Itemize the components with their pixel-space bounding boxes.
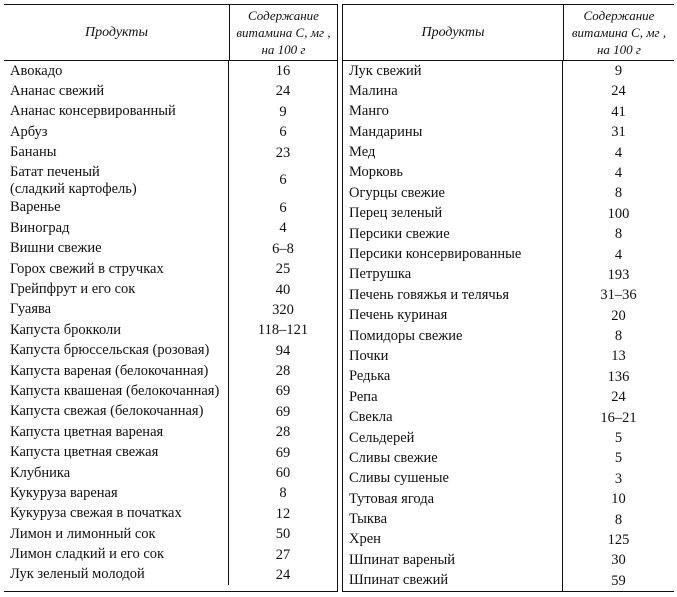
vitamin-c-value: 9	[279, 103, 287, 120]
table-row	[343, 102, 674, 122]
header-vitamin-content: Содержание витамина С, мг , на 100 г	[571, 8, 667, 57]
product-name: Свекла	[343, 408, 563, 428]
product-name: Шпинат вареный	[343, 550, 563, 570]
table-row	[343, 489, 674, 509]
table-row	[4, 545, 337, 565]
vitamin-c-value: 25	[275, 261, 291, 278]
product-name: Капуста цветная свежая	[4, 443, 229, 463]
table-row	[343, 61, 674, 81]
table-row	[343, 81, 674, 101]
table-row	[4, 143, 337, 163]
vitamin-c-value: 16	[275, 63, 291, 79]
table-row	[343, 510, 674, 530]
table-row	[4, 361, 337, 381]
table-row	[4, 300, 337, 320]
product-name: Манго	[343, 102, 563, 122]
table-row	[343, 448, 674, 468]
table-row	[4, 402, 337, 422]
vitamin-c-value: 16–21	[600, 409, 637, 426]
table-row	[343, 224, 674, 244]
table-row	[343, 387, 674, 407]
product-name: Огурцы свежие	[343, 183, 563, 203]
product-name: Батат печеный (сладкий картофель)	[4, 163, 229, 198]
product-name: Авокадо	[4, 61, 229, 81]
product-name: Печень куриная	[343, 306, 563, 326]
vitamin-c-value: 69	[275, 403, 291, 420]
table-row	[343, 346, 674, 366]
product-name: Гуаява	[4, 300, 229, 320]
vitamin-c-value: 50	[275, 526, 291, 543]
table-row	[343, 571, 674, 591]
vitamin-c-value: 8	[279, 485, 287, 502]
table-row	[4, 463, 337, 483]
vitamin-c-value: 4	[279, 220, 287, 237]
table-row	[343, 285, 674, 305]
table-row	[4, 443, 337, 463]
product-name: Варенье	[4, 198, 229, 218]
product-name: Сельдерей	[343, 428, 563, 448]
vitamin-c-value: 320	[272, 301, 294, 318]
vitamin-c-value: 193	[607, 266, 630, 283]
vitamin-c-value: 8	[614, 328, 623, 345]
vitamin-c-value: 5	[614, 450, 623, 467]
vitamin-c-value: 24	[275, 83, 291, 100]
vitamin-c-value: 24	[611, 389, 626, 406]
table-row	[343, 143, 674, 163]
table-row	[343, 326, 674, 346]
table-row	[4, 81, 337, 101]
vitamin-c-value: 60	[275, 465, 291, 482]
table-header-right	[343, 5, 674, 61]
table-row	[4, 280, 337, 300]
product-name: Капуста брокколи	[4, 320, 229, 340]
vitamin-c-value: 9	[614, 63, 623, 79]
product-name: Капуста квашеная (белокочанная)	[4, 381, 229, 401]
vitamin-c-value: 30	[611, 552, 626, 569]
vitamin-c-value: 94	[275, 342, 291, 359]
vitamin-c-value: 24	[611, 83, 626, 100]
vitamin-c-value: 136	[607, 368, 630, 385]
product-name: Виноград	[4, 218, 229, 238]
header-vitamin-content: Содержание витамина С, мг , на 100 г	[236, 8, 331, 57]
vitamin-c-value: 27	[275, 546, 291, 563]
product-name: Хрен	[343, 530, 563, 550]
vitamin-c-value: 12	[275, 505, 291, 522]
product-name: Мандарины	[343, 122, 563, 142]
product-name: Клубника	[4, 463, 229, 483]
vitamin-c-value: 23	[275, 144, 291, 161]
product-name: Ананас свежий	[4, 81, 229, 101]
vitamin-c-value: 20	[611, 307, 626, 324]
product-name: Капуста свежая (белокочанная)	[4, 402, 229, 422]
product-name: Капуста брюссельская (розовая)	[4, 341, 229, 361]
vitamin-c-value: 6	[279, 171, 287, 188]
product-name: Редька	[343, 367, 563, 387]
vitamin-c-value: 40	[275, 281, 291, 298]
table-row	[343, 265, 674, 285]
vitamin-c-value: 59	[611, 572, 626, 589]
vitamin-c-value: 8	[614, 511, 623, 528]
table-left-half	[4, 4, 338, 592]
table-row	[343, 550, 674, 570]
table-row	[4, 381, 337, 401]
product-name: Лук свежий	[343, 61, 563, 81]
vitamin-c-value: 8	[614, 226, 623, 243]
table-row	[4, 61, 337, 81]
product-name: Перец зеленый	[343, 204, 563, 224]
product-name: Почки	[343, 346, 563, 366]
product-name: Ананас консервированный	[4, 102, 229, 122]
table-row	[343, 245, 674, 265]
vitamin-c-value: 4	[614, 246, 623, 263]
table-row	[343, 367, 674, 387]
vitamin-c-value: 6	[279, 124, 287, 141]
product-name: Морковь	[343, 163, 563, 183]
table-row	[4, 483, 337, 503]
product-name: Грейпфрут и его сок	[4, 280, 229, 300]
product-name: Капуста цветная вареная	[4, 422, 229, 442]
table-body-right	[343, 61, 674, 591]
vitamin-c-table	[4, 4, 674, 592]
product-name: Персики консервированные	[343, 245, 563, 265]
table-row	[343, 204, 674, 224]
product-name: Капуста вареная (белокочанная)	[4, 361, 229, 381]
table-row	[343, 530, 674, 550]
vitamin-c-value: 3	[614, 470, 623, 487]
table-row	[343, 428, 674, 448]
product-name: Горох свежий в стручках	[4, 259, 229, 279]
table-row	[4, 102, 337, 122]
table-row	[343, 469, 674, 489]
table-row	[4, 198, 337, 218]
product-name: Сливы свежие	[343, 448, 563, 468]
vitamin-c-value: 41	[611, 103, 626, 120]
product-name: Петрушка	[343, 265, 563, 285]
table-row	[343, 306, 674, 326]
header-products: Продукты	[4, 5, 230, 60]
table-row	[4, 122, 337, 142]
product-name: Тыква	[343, 510, 563, 530]
product-name: Кукуруза свежая в початках	[4, 504, 229, 524]
table-right-half	[342, 4, 674, 592]
table-row	[343, 122, 674, 142]
product-name: Бананы	[4, 143, 229, 163]
vitamin-c-value: 100	[607, 205, 630, 222]
vitamin-c-value: 8	[614, 185, 623, 202]
product-name: Тутовая ягода	[343, 489, 563, 509]
product-name: Персики свежие	[343, 224, 563, 244]
product-name: Репа	[343, 387, 563, 407]
vitamin-c-value: 4	[614, 144, 623, 161]
table-row	[4, 163, 337, 198]
vitamin-c-value: 69	[275, 444, 291, 461]
product-name: Арбуз	[4, 122, 229, 142]
vitamin-c-value: 5	[614, 430, 623, 447]
header-products: Продукты	[343, 5, 564, 60]
vitamin-c-value: 10	[611, 491, 626, 508]
vitamin-c-value: 118–121	[257, 322, 309, 339]
table-row	[4, 239, 337, 259]
product-name: Лук зеленый молодой	[4, 565, 229, 585]
vitamin-c-value: 31	[611, 124, 626, 141]
table-row	[4, 524, 337, 544]
product-name: Лимон сладкий и его сок	[4, 545, 229, 565]
table-row	[4, 422, 337, 442]
vitamin-c-value: 69	[275, 383, 291, 400]
table-body-left	[4, 61, 337, 585]
table-row	[4, 504, 337, 524]
table-row	[4, 320, 337, 340]
product-name: Лимон и лимонный сок	[4, 524, 229, 544]
table-row	[4, 565, 337, 585]
product-name: Помидоры свежие	[343, 326, 563, 346]
table-row	[4, 218, 337, 238]
vitamin-c-value: 24	[275, 566, 291, 583]
vitamin-c-value: 4	[614, 164, 623, 181]
product-name: Мед	[343, 143, 563, 163]
vitamin-c-value: 28	[275, 424, 291, 441]
table-row	[343, 183, 674, 203]
vitamin-c-value: 13	[611, 348, 626, 365]
vitamin-c-value: 6	[279, 199, 287, 216]
table-header-left	[4, 5, 337, 61]
vitamin-c-value: 125	[607, 531, 630, 548]
vitamin-c-value: 6–8	[272, 240, 294, 257]
product-name: Кукуруза вареная	[4, 483, 229, 503]
product-name: Сливы сушеные	[343, 469, 563, 489]
product-name: Вишни свежие	[4, 239, 229, 259]
table-row	[4, 341, 337, 361]
product-name: Печень говяжья и телячья	[343, 285, 563, 305]
table-row	[343, 163, 674, 183]
product-name: Шпинат свежий	[343, 571, 563, 591]
product-name: Малина	[343, 81, 563, 101]
vitamin-c-value: 31–36	[600, 287, 637, 304]
table-row	[343, 408, 674, 428]
table-row	[4, 259, 337, 279]
vitamin-c-value: 28	[275, 363, 291, 380]
